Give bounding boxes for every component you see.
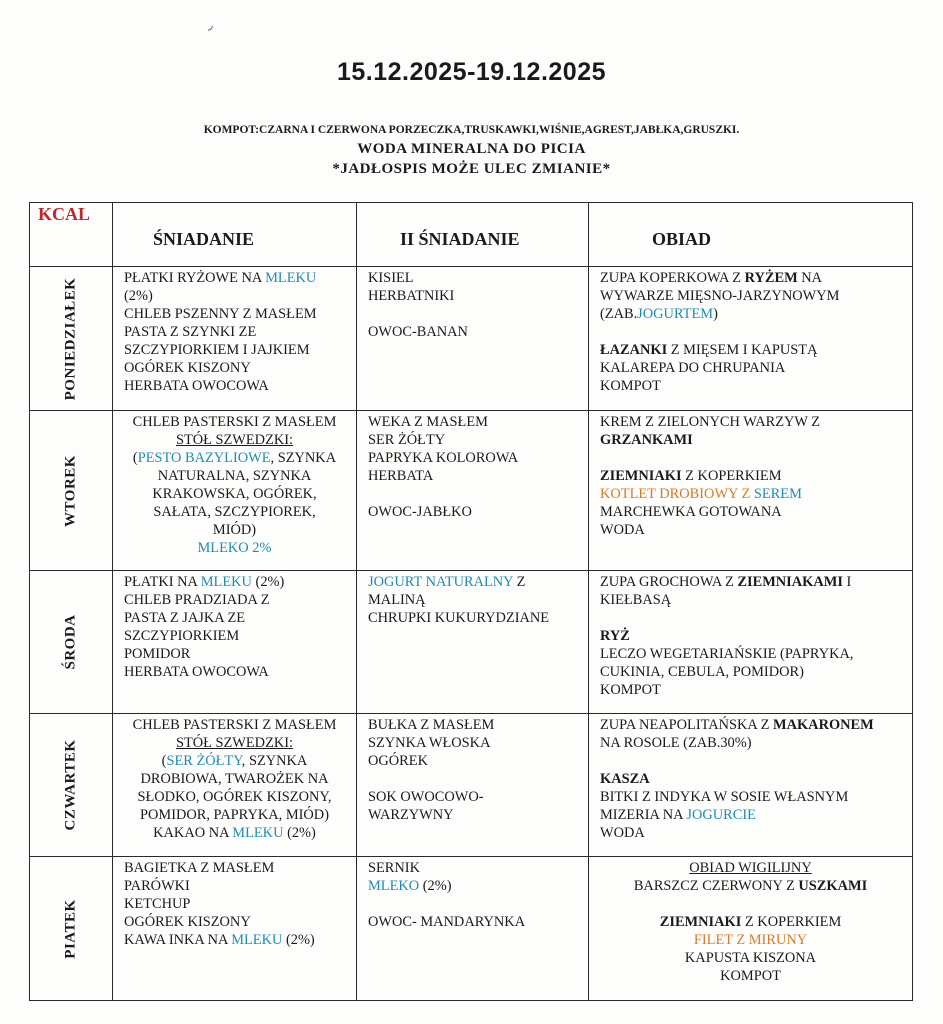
menu-line <box>124 895 352 913</box>
menu-text: ) <box>713 306 718 322</box>
menu-line <box>593 877 908 895</box>
menu-table <box>29 202 913 1001</box>
menu-text: KOMPOT <box>600 682 661 698</box>
menu-line <box>368 287 584 305</box>
menu-text: MLEKO <box>368 878 420 894</box>
menu-text: (2%) <box>283 825 316 841</box>
menu-text: OWOC- MANDARYNKA <box>368 914 526 930</box>
menu-line <box>117 734 352 752</box>
menu-text: BUŁKA Z MASŁEM <box>368 717 495 733</box>
day-label: PIATEK <box>62 898 79 959</box>
menu-line <box>368 573 584 591</box>
day-label: WTOREK <box>62 454 79 527</box>
menu-text: PASTA Z SZYNKI ZE <box>124 324 257 340</box>
menu-line <box>117 788 352 806</box>
menu-text: ZUPA GROCHOWA Z <box>600 574 738 590</box>
menu-text: (2%) <box>124 288 153 304</box>
menu-line <box>117 521 352 539</box>
menu-line <box>368 770 584 788</box>
menu-line <box>600 359 908 377</box>
menu-text: BITKI Z INDYKA W SOSIE WŁASNYM <box>600 789 849 805</box>
menu-text: SOK OWOCOWO- <box>368 789 484 805</box>
menu-line <box>600 269 908 287</box>
menu-line <box>600 573 908 591</box>
menu-line <box>600 734 908 752</box>
menu-text: MALINĄ <box>368 592 426 608</box>
menu-line <box>124 663 352 681</box>
menu-line <box>600 752 908 770</box>
table-row <box>30 267 913 411</box>
menu-text: , SZYNKA <box>241 753 308 769</box>
menu-line <box>368 269 584 287</box>
menu-text: SZYNKA WŁOSKA <box>368 735 491 751</box>
menu-line <box>600 413 908 431</box>
menu-line <box>368 431 584 449</box>
menu-text: CHLEB PRADZIADA Z <box>124 592 270 608</box>
menu-line <box>368 305 584 323</box>
menu-line <box>600 305 908 323</box>
menu-text: OBIAD WIGILIJNY <box>689 860 812 876</box>
menu-text: (2%) <box>282 932 315 948</box>
menu-text: CHLEB PASTERSKI Z MASŁEM <box>132 717 337 733</box>
menu-line <box>368 609 584 627</box>
menu-line <box>593 967 908 985</box>
menu-line <box>124 359 352 377</box>
menu-text: (2%) <box>251 574 285 590</box>
menu-text: MLEKU <box>265 270 317 286</box>
menu-text: ZUPA NEAPOLITAŃSKA Z <box>600 717 774 733</box>
menu-text: PARÓWKI <box>124 878 190 894</box>
menu-text: CHRUPKI KUKURYDZIANE <box>368 610 550 626</box>
menu-text: ( <box>161 753 167 769</box>
menu-line <box>368 323 584 341</box>
lunch-cell <box>589 571 913 714</box>
table-row <box>30 857 913 1001</box>
menu-text: CHLEB PSZENNY Z MASŁEM <box>124 306 317 322</box>
menu-text: OWOC-BANAN <box>368 324 468 340</box>
breakfast-cell <box>113 267 357 411</box>
menu-line <box>600 609 908 627</box>
menu-text: KOTLET DROBIOWY Z <box>600 486 754 502</box>
table-row <box>30 411 913 571</box>
menu-line <box>368 895 584 913</box>
menu-text: ZIEMNIAKI <box>600 468 682 484</box>
menu-line <box>117 752 352 770</box>
menu-line <box>368 788 584 806</box>
menu-text: Z <box>513 574 526 590</box>
menu-text: HERBATA OWOCOWA <box>124 378 269 394</box>
day-cell <box>30 267 113 411</box>
col-header-second-breakfast: II ŚNIADANIE <box>357 203 589 267</box>
menu-text: MLEKU <box>231 932 283 948</box>
menu-text: DROBIOWA, TWAROŻEK NA <box>140 771 329 787</box>
menu-line <box>600 806 908 824</box>
menu-text: NATURALNA, SZYNKA <box>157 468 312 484</box>
menu-text: (2%) <box>419 878 452 894</box>
menu-line <box>124 287 352 305</box>
col-header-lunch: OBIAD <box>589 203 913 267</box>
menu-text: WODA <box>600 825 645 841</box>
menu-line <box>600 341 908 359</box>
menu-line <box>124 573 352 591</box>
menu-text: HERBATA <box>368 468 434 484</box>
menu-text: WEKA Z MASŁEM <box>368 414 488 430</box>
menu-text: MARCHEWKA GOTOWANA <box>600 504 782 520</box>
page-title: 15.12.2025-19.12.2025 <box>336 58 607 86</box>
menu-line <box>368 806 584 824</box>
lunch-cell <box>589 411 913 571</box>
menu-text: SAŁATA, SZCZYPIOREK, <box>153 504 316 520</box>
second-breakfast-cell <box>357 857 589 1001</box>
table-header-row <box>30 203 913 267</box>
second-breakfast-cell <box>357 411 589 571</box>
menu-line <box>124 377 352 395</box>
menu-line <box>368 913 584 931</box>
lunch-cell <box>589 857 913 1001</box>
menu-line <box>368 591 584 609</box>
menu-text: MLEKU <box>200 574 252 590</box>
menu-text: RYŻEM <box>744 270 798 286</box>
menu-text: KAWA INKA NA <box>124 932 232 948</box>
menu-text: LECZO WEGETARIAŃSKIE (PAPRYKA, <box>600 646 854 662</box>
menu-line <box>600 824 908 842</box>
menu-line <box>600 503 908 521</box>
menu-text: CUKINIA, CEBULA, POMIDOR) <box>600 664 804 680</box>
menu-text: MAKARONEM <box>773 717 874 733</box>
menu-text: POMIDOR, PAPRYKA, MIÓD) <box>140 807 329 823</box>
menu-line <box>593 859 908 877</box>
menu-text: PŁATKI RYŻOWE NA <box>124 270 266 286</box>
menu-line <box>117 485 352 503</box>
menu-text: SZCZYPIORKIEM I JAJKIEM <box>124 342 310 358</box>
menu-text: USZKAMI <box>798 878 868 894</box>
day-label: PONIEDZIAŁEK <box>62 277 79 400</box>
menu-line <box>600 449 908 467</box>
menu-line <box>368 485 584 503</box>
menu-line <box>593 949 908 967</box>
menu-line <box>124 913 352 931</box>
breakfast-cell <box>113 857 357 1001</box>
menu-text: ( <box>132 450 138 466</box>
menu-text: KISIEL <box>368 270 414 286</box>
menu-text: I <box>842 574 852 590</box>
menu-text: OGÓREK KISZONY <box>124 360 251 376</box>
menu-text: KRAKOWSKA, OGÓREK, <box>152 486 317 502</box>
menu-line <box>600 521 908 539</box>
menu-line <box>600 431 908 449</box>
menu-line <box>117 770 352 788</box>
menu-line <box>124 859 352 877</box>
menu-line <box>600 788 908 806</box>
menu-line <box>117 539 352 557</box>
menu-line <box>600 287 908 305</box>
lunch-cell <box>589 714 913 857</box>
menu-line <box>124 323 352 341</box>
menu-text: SER ŻÓŁTY <box>166 753 242 769</box>
menu-text: RYŻ <box>600 628 630 644</box>
breakfast-cell <box>113 714 357 857</box>
menu-line <box>124 931 352 949</box>
menu-line <box>600 323 908 341</box>
table-row <box>30 571 913 714</box>
menu-text: (ZAB. <box>600 306 638 322</box>
menu-text: WODA <box>600 522 645 538</box>
day-label: ŚRODA <box>62 614 79 670</box>
menu-line <box>593 913 908 931</box>
menu-text: SEREM <box>753 486 802 502</box>
menu-line <box>368 716 584 734</box>
menu-text: NA <box>797 270 823 286</box>
menu-line <box>600 485 908 503</box>
menu-line <box>368 413 584 431</box>
menu-text: KETCHUP <box>124 896 191 912</box>
menu-line <box>124 591 352 609</box>
menu-text: SŁODKO, OGÓREK KISZONY, <box>137 789 332 805</box>
menu-text: Z MIĘSEM I KAPUSTĄ <box>667 342 818 358</box>
scan-mark: ◞ <box>208 18 213 32</box>
menu-line <box>600 663 908 681</box>
menu-text: KREM Z ZIELONYCH WARZYW Z <box>600 414 821 430</box>
day-label: CZWARTEK <box>62 739 79 831</box>
menu-line <box>368 734 584 752</box>
menu-text: KAKAO NA <box>153 825 233 841</box>
menu-line <box>117 467 352 485</box>
menu-line <box>124 877 352 895</box>
menu-text: KALAREPA DO CHRUPANIA <box>600 360 786 376</box>
menu-text: CHLEB PASTERSKI Z MASŁEM <box>132 414 337 430</box>
menu-text: MLEKO 2% <box>197 540 272 556</box>
menu-text: PAPRYKA KOLOROWA <box>368 450 519 466</box>
menu-line <box>117 716 352 734</box>
menu-text: ZIEMNIAKI <box>659 914 742 930</box>
menu-line <box>593 931 908 949</box>
menu-line <box>117 806 352 824</box>
menu-text: BARSZCZ CZERWONY Z <box>633 878 799 894</box>
menu-line <box>124 305 352 323</box>
menu-text: KIEŁBASĄ <box>600 592 672 608</box>
menu-line <box>368 877 584 895</box>
water-note: WODA MINERALNA DO PICIA <box>357 141 586 157</box>
menu-line <box>600 377 908 395</box>
menu-line <box>600 627 908 645</box>
menu-line <box>124 645 352 663</box>
day-cell <box>30 714 113 857</box>
day-cell <box>30 411 113 571</box>
menu-line <box>117 413 352 431</box>
menu-text: ZIEMNIAKAMI <box>737 574 843 590</box>
menu-line <box>117 449 352 467</box>
menu-line <box>600 681 908 699</box>
menu-text: ŁAZANKI <box>600 342 668 358</box>
menu-line <box>368 467 584 485</box>
menu-line <box>117 431 352 449</box>
menu-text: HERBATNIKI <box>368 288 455 304</box>
menu-text: FILET Z MIRUNY <box>693 932 808 948</box>
menu-line <box>368 752 584 770</box>
menu-line <box>600 467 908 485</box>
menu-text: GRZANKAMI <box>600 432 693 448</box>
menu-line <box>593 895 908 913</box>
menu-text: NA ROSOLE (ZAB.30%) <box>600 735 752 751</box>
menu-text: KAPUSTA KISZONA <box>684 950 817 966</box>
menu-text: STÓŁ SZWEDZKI: <box>175 735 294 751</box>
menu-text: SZCZYPIORKIEM <box>124 628 240 644</box>
menu-text: Z KOPERKIEM <box>681 468 782 484</box>
menu-text: KASZA <box>600 771 650 787</box>
menu-text: WYWARZE MIĘSNO-JARZYNOWYM <box>600 288 840 304</box>
menu-text: ZUPA KOPERKOWA Z <box>600 270 745 286</box>
menu-text: JOGURT NATURALNY <box>368 574 514 590</box>
day-cell <box>30 857 113 1001</box>
menu-text: HERBATA OWOCOWA <box>124 664 269 680</box>
menu-text: OWOC-JABŁKO <box>368 504 472 520</box>
menu-text: MIÓD) <box>212 522 257 538</box>
menu-text: JOGURTEM <box>637 306 714 322</box>
menu-text: OGÓREK KISZONY <box>124 914 251 930</box>
col-header-breakfast: ŚNIADANIE <box>113 203 357 267</box>
menu-text: KOMPOT <box>720 968 781 984</box>
menu-line <box>124 609 352 627</box>
menu-text: PASTA Z JAJKA ZE <box>124 610 246 626</box>
day-cell <box>30 571 113 714</box>
menu-text: SER ŻÓŁTY <box>368 432 446 448</box>
menu-line <box>600 645 908 663</box>
table-row <box>30 714 913 857</box>
disclaimer-note: *JADŁOSPIS MOŻE ULEC ZMIANIE* <box>332 161 611 177</box>
menu-text: KOMPOT <box>600 378 661 394</box>
menu-text: , SZYNKA <box>270 450 337 466</box>
second-breakfast-cell <box>357 714 589 857</box>
menu-text: SERNIK <box>368 860 420 876</box>
menu-text: MLEKU <box>232 825 284 841</box>
menu-line <box>124 269 352 287</box>
menu-text: JOGURCIE <box>686 807 756 823</box>
menu-text: WARZYWNY <box>368 807 454 823</box>
second-breakfast-cell <box>357 571 589 714</box>
lunch-cell <box>589 267 913 411</box>
menu-line <box>368 449 584 467</box>
menu-line <box>368 503 584 521</box>
menu-line <box>600 716 908 734</box>
compote-note: KOMPOT:CZARNA I CZERWONA PORZECZKA,TRUSKAWKI,WIŚNIE,AGREST,JABŁKA,GRUSZKI. <box>203 124 740 136</box>
menu-line <box>600 591 908 609</box>
breakfast-cell <box>113 571 357 714</box>
menu-text: MIZERIA NA <box>600 807 687 823</box>
menu-text: Z KOPERKIEM <box>741 914 842 930</box>
menu-line <box>600 770 908 788</box>
menu-text: STÓŁ SZWEDZKI: <box>175 432 294 448</box>
menu-line <box>368 859 584 877</box>
menu-line <box>117 824 352 842</box>
menu-text: BAGIETKA Z MASŁEM <box>124 860 275 876</box>
menu-text: PŁATKI NA <box>124 574 201 590</box>
breakfast-cell <box>113 411 357 571</box>
menu-text: OGÓREK <box>368 753 428 769</box>
menu-line <box>117 503 352 521</box>
menu-line <box>124 627 352 645</box>
menu-text: PESTO BAZYLIOWE <box>137 450 271 466</box>
second-breakfast-cell <box>357 267 589 411</box>
menu-text: POMIDOR <box>124 646 191 662</box>
kcal-label: KCAL <box>30 203 113 267</box>
menu-line <box>124 341 352 359</box>
